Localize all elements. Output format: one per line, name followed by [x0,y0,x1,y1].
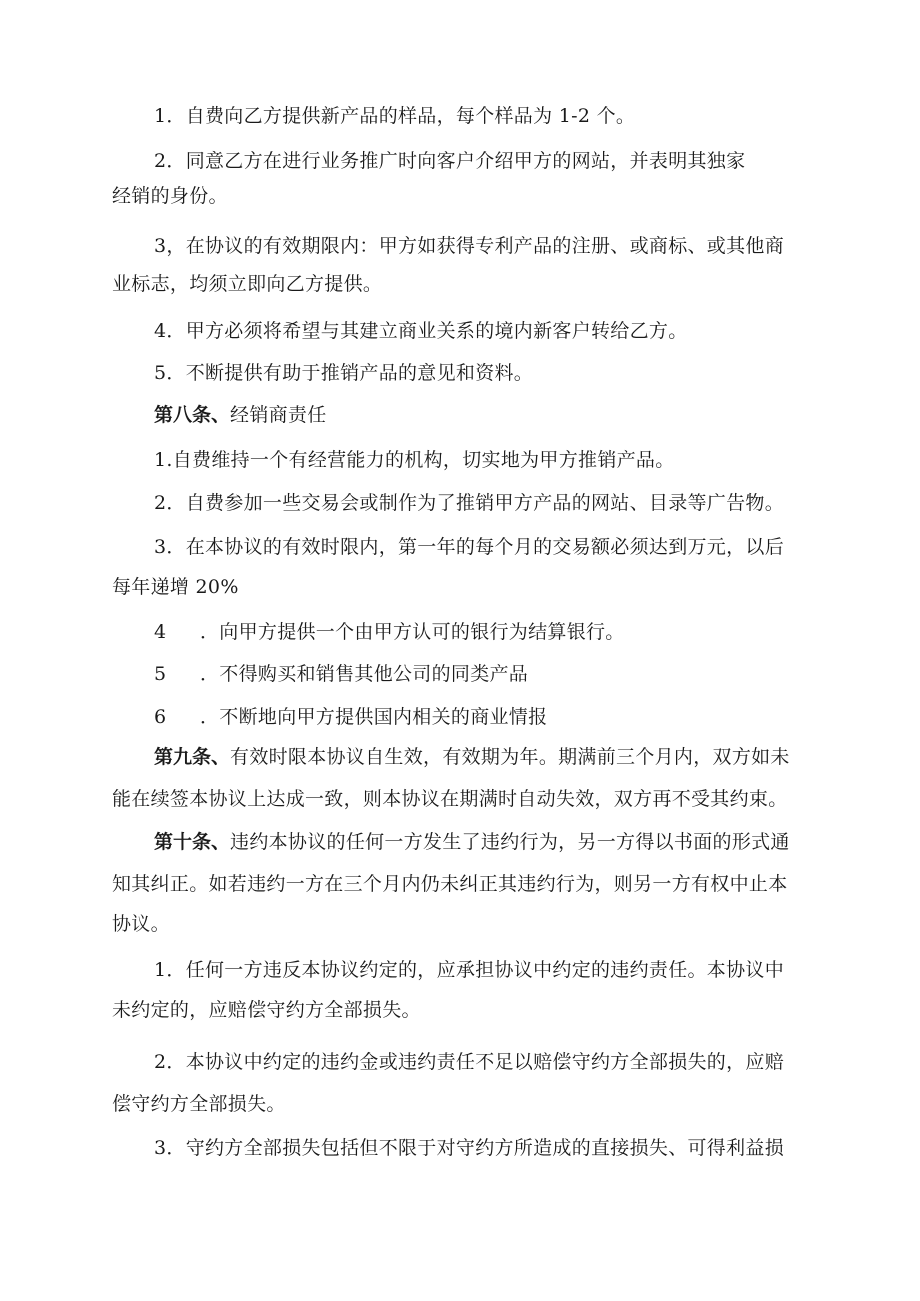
paragraph-line: 未约定的，应赔偿守约方全部损失。 [112,999,421,1021]
list-number: 6 [154,706,167,728]
list-number: 4 [154,621,167,643]
paragraph-line: 经销的身份。 [112,185,228,207]
paragraph-line: 1．任何一方违反本协议约定的，应承担协议中约定的违约责任。本协议中 [154,959,784,981]
list-text: ．不得购买和销售其他公司的同类产品 [200,663,529,685]
list-item [154,620,625,644]
paragraph-line: 3．守约方全部损失包括但不限于对守约方所造成的直接损失、可得利益损 [154,1137,784,1159]
list-item [154,662,528,686]
article-10-text: 违约本协议的任何一方发生了违约行为，另一方得以书面的形式通 [230,831,790,853]
paragraph-line: 2．本协议中约定的违约金或违约责任不足以赔偿守约方全部损失的，应赔 [154,1051,784,1073]
article-9-text: 有效时限本协议自生效，有效期为年。期满前三个月内，双方如未 [230,746,790,768]
list-text: ．不断地向甲方提供国内相关的商业情报 [200,706,548,728]
paragraph-line: 3，在协议的有效期限内：甲方如获得专利产品的注册、或商标、或其他商 [154,235,784,257]
article-8-title: 经销商责任 [230,404,327,426]
paragraph-line: 偿守约方全部损失。 [112,1093,286,1115]
paragraph-line: 4．甲方必须将希望与其建立商业关系的境内新客户转给乙方。 [154,320,688,342]
paragraph-line: 知其纠正。如若违约一方在三个月内仍未纠正其违约行为，则另一方有权中止本 [112,873,788,895]
list-number: 5 [154,663,167,685]
article-8-heading [154,403,327,427]
paragraph-line: 每年递增 20% [112,576,239,598]
paragraph-line: 2．自费参加一些交易会或制作为了推销甲方产品的网站、目录等广告物。 [154,492,784,514]
article-9-heading [154,745,790,769]
paragraph-line: 2．同意乙方在进行业务推广时向客户介绍甲方的网站，并表明其独家 [154,150,746,172]
article-9-label: 第九条、 [154,746,231,768]
article-10-heading [154,830,790,854]
list-item [154,705,547,729]
paragraph-line: 1.自费维持一个有经营能力的机构，切实地为甲方推销产品。 [154,449,675,471]
paragraph-line: 能在续签本协议上达成一致，则本协议在期满时自动失效，双方再不受其约束。 [112,788,788,810]
article-8-label: 第八条、 [154,404,231,426]
paragraph-line: 1．自费向乙方提供新产品的样品，每个样品为 1-2 个。 [154,105,636,127]
paragraph-line: 3．在本协议的有效时限内，第一年的每个月的交易额必须达到万元，以后 [154,536,784,558]
list-text: ．向甲方提供一个由甲方认可的银行为结算银行。 [200,621,625,643]
paragraph-line: 协议。 [112,913,170,935]
article-10-label: 第十条、 [154,831,231,853]
paragraph-line: 业标志，均须立即向乙方提供。 [112,273,383,295]
paragraph-line: 5．不断提供有助于推销产品的意见和资料。 [154,362,534,384]
